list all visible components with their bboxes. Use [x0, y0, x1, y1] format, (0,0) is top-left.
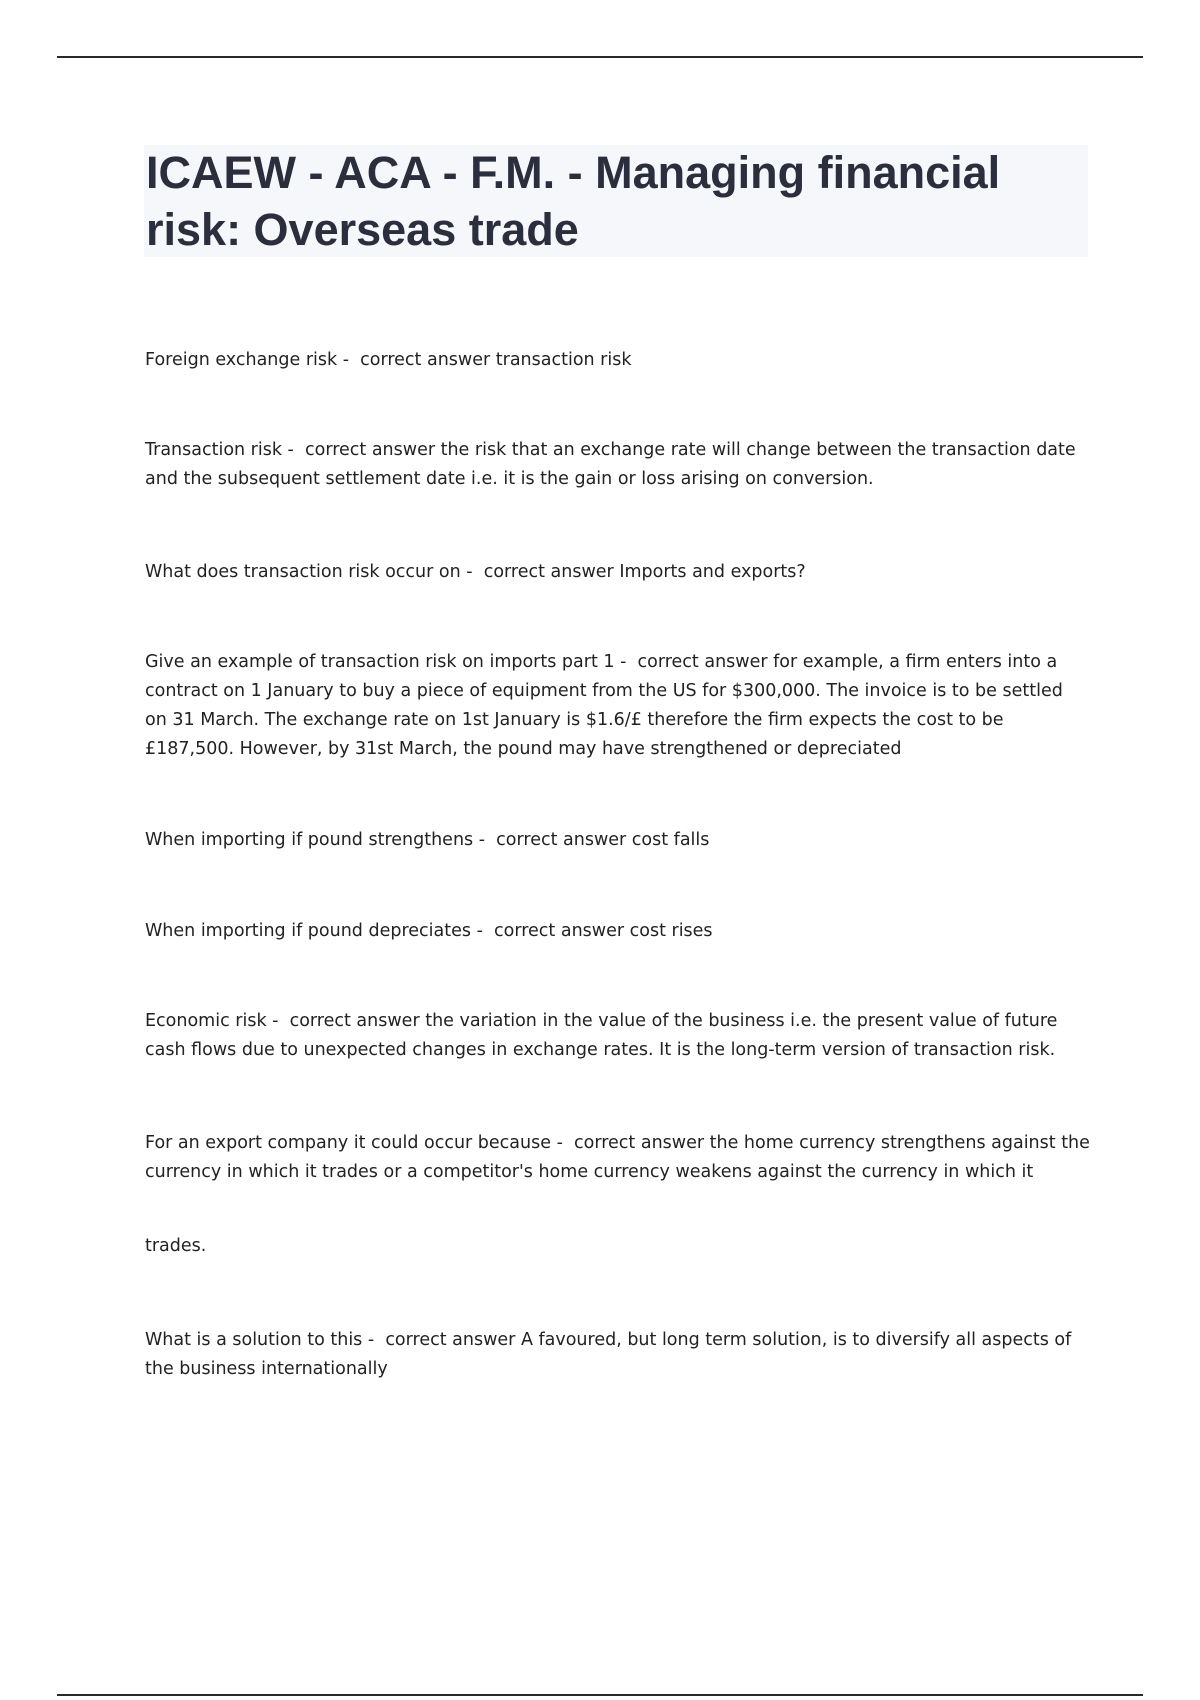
flashcard-item	[145, 826, 1090, 855]
flashcard-item	[145, 1326, 1090, 1384]
answer-marker: - correct answer	[281, 440, 441, 460]
flashcard-answer: cost rises	[629, 921, 713, 941]
flashcard-answer-continuation: trades.	[145, 1236, 207, 1256]
document-title: ICAEW - ACA - F.M. - Managing financial risk: Overseas trade	[146, 147, 1001, 255]
answer-marker: - correct answer	[471, 921, 630, 941]
flashcard-item	[145, 648, 1090, 764]
flashcard-answer: the variation in the value of the business i.e. the present value of future cash flows due to unexpected changes in exchange rates. It is the long-term version of transaction risk.	[145, 1011, 1058, 1060]
flashcard-term: When importing if pound strengthens	[145, 830, 474, 850]
flashcard-answer: for example, a firm enters into a contract on 1 January to buy a piece of equipment from the US for $300,000. The invoice is to be settled on 31 March. The exchange rate on 1st January is $1.6/£ therefore the firm expects the cost to be £187,500. However, by 31st March, the pound may have strengthened or depreciated	[145, 652, 1063, 759]
answer-marker: - correct answer	[362, 1330, 521, 1350]
answer-marker: - correct answer	[473, 830, 632, 850]
flashcard-term: For an export company it could occur because	[145, 1133, 551, 1153]
flashcard-answer: the home currency strengthens against the currency in which it trades or a competitor's home currency weakens against the currency in which it	[145, 1133, 1090, 1182]
flashcard-item	[145, 917, 1090, 946]
flashcard-item	[145, 346, 1090, 375]
flashcard-item	[145, 436, 1090, 494]
answer-marker: - correct answer	[551, 1133, 710, 1153]
top-rule	[57, 56, 1143, 58]
flashcard-term: Transaction risk	[145, 440, 282, 460]
bottom-rule	[57, 1694, 1143, 1696]
flashcard-term: What does transaction risk occur on	[145, 562, 461, 582]
flashcard-answer: transaction risk	[495, 350, 632, 370]
flashcard-term: Foreign exchange risk	[145, 350, 338, 370]
flashcard-term: What is a solution to this	[145, 1330, 363, 1350]
answer-marker: - correct answer	[460, 562, 620, 582]
flashcard-answer: cost falls	[631, 830, 710, 850]
flashcard-answer: the risk that an exchange rate will change between the transaction date and the subsequent settlement date i.e. it is the gain or loss arising on conversion.	[145, 440, 1076, 489]
flashcard-item	[145, 1007, 1090, 1065]
flashcard-item	[145, 1129, 1090, 1187]
answer-marker: - correct answer	[337, 350, 496, 370]
flashcard-answer: A favoured, but long term solution, is to diversify all aspects of the business internationally	[145, 1330, 1072, 1379]
flashcard-answer: Imports and exports?	[619, 562, 806, 582]
flashcard-term: Economic risk	[145, 1011, 267, 1031]
flashcard-term: Give an example of transaction risk on imports part 1	[145, 652, 615, 672]
answer-marker: - correct answer	[266, 1011, 426, 1031]
answer-marker: - correct answer	[614, 652, 774, 672]
flashcard-item	[145, 558, 1090, 587]
flashcard-term: When importing if pound depreciates	[145, 921, 471, 941]
